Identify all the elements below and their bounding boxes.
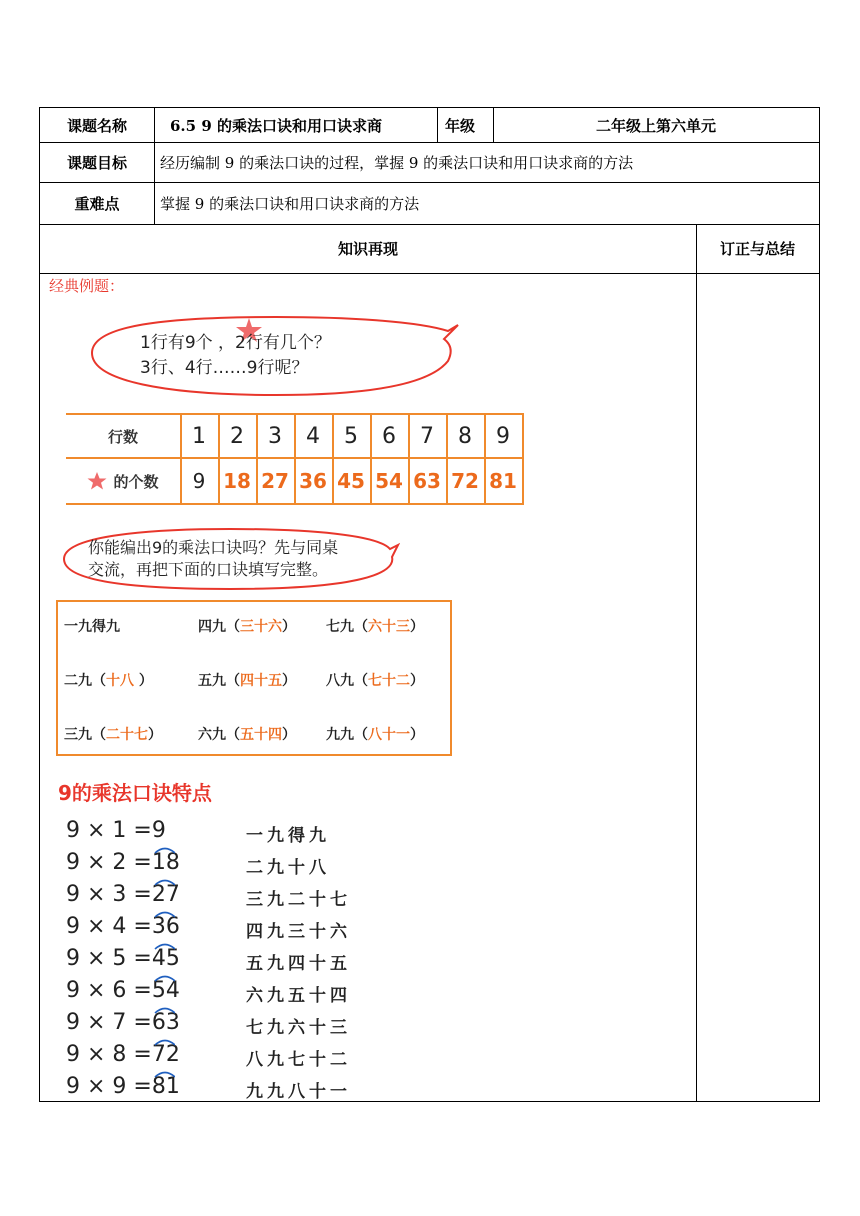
star-count: 36 xyxy=(299,469,327,493)
koujue-line: 一九得九 xyxy=(246,826,330,846)
equation: 9 × 1 =9 xyxy=(66,818,166,843)
koujue-item: 一九得九 xyxy=(64,619,120,635)
bubble-line-2: 3行、4行……9行呢？ xyxy=(140,358,309,378)
koujue-line: 六九五十四 xyxy=(246,986,351,1006)
star-count: 63 xyxy=(413,469,441,493)
equation: 9 × 2 =18 xyxy=(66,850,180,875)
topic-label: 课题名称 xyxy=(66,116,127,135)
equation: 9 × 9 =81 xyxy=(66,1074,180,1099)
correction-heading: 订正与总结 xyxy=(719,240,795,258)
knowledge-content xyxy=(40,273,696,1101)
star-count: 45 xyxy=(337,469,365,493)
star-count: 18 xyxy=(223,469,251,493)
koujue-item: 二九（十八 ） xyxy=(64,673,153,689)
goal-label: 课题目标 xyxy=(66,153,127,172)
arc-mark xyxy=(153,844,175,854)
koujue-item: 七九（六十三） xyxy=(326,619,424,635)
arc-mark xyxy=(153,1004,175,1014)
koujue-line: 二九十八 xyxy=(246,858,330,878)
koujue-item: 六九（五十四） xyxy=(198,727,296,743)
equation: 9 × 4 =36 xyxy=(66,914,180,939)
topic-value: 6.5 9 的乘法口诀和用口诀求商 xyxy=(170,116,382,135)
bubble-line-1: 1行有9个 ，2行有几个？ xyxy=(140,333,331,353)
prompt-line-2: 交流，再把下面的口诀填写完整。 xyxy=(88,560,329,579)
equation: 9 × 6 =54 xyxy=(66,978,180,1003)
koujue-item: 五九（四十五） xyxy=(198,673,296,689)
koujue-line: 七九六十三 xyxy=(246,1018,351,1038)
koujue-line: 九九八十一 xyxy=(246,1082,351,1102)
koujue-line: 五九四十五 xyxy=(246,954,351,974)
rows-header: 行数 xyxy=(107,427,138,446)
koujue-box xyxy=(56,600,452,756)
equation: 9 × 7 =63 xyxy=(66,1010,180,1035)
stars-header: 的个数 xyxy=(66,459,180,503)
row-number: 1 xyxy=(192,423,206,449)
arc-mark xyxy=(153,972,175,982)
star-count: 9 xyxy=(192,469,206,493)
section-head-row xyxy=(40,224,819,274)
key-label: 重难点 xyxy=(74,194,120,213)
goal-value: 经历编制 9 的乘法口诀的过程，掌握 9 的乘法口诀和用口诀求商的方法 xyxy=(160,153,634,172)
arc-mark xyxy=(153,940,175,950)
grade-value: 二年级上第六单元 xyxy=(595,116,716,135)
example-title: 经典例题： xyxy=(49,277,125,295)
row-number: 7 xyxy=(420,423,434,449)
koujue-item: 四九（三十六） xyxy=(198,619,296,635)
equation: 9 × 8 =72 xyxy=(66,1042,180,1067)
arc-mark xyxy=(153,908,175,918)
koujue-line: 四九三十六 xyxy=(246,922,351,942)
rows-stars-table xyxy=(66,413,522,505)
features-title: 9的乘法口诀特点 xyxy=(58,781,212,805)
knowledge-heading: 知识再现 xyxy=(337,240,398,258)
koujue-item: 九九（八十一） xyxy=(326,727,424,743)
row-number: 6 xyxy=(382,423,396,449)
koujue-line: 三九二十七 xyxy=(246,890,351,910)
equation: 9 × 3 =27 xyxy=(66,882,180,907)
grade-label: 年级 xyxy=(445,116,476,135)
row-number: 4 xyxy=(306,423,320,449)
arc-mark xyxy=(153,1036,175,1046)
row-number: 3 xyxy=(268,423,282,449)
row-number: 8 xyxy=(458,423,472,449)
star-icon xyxy=(87,471,107,491)
koujue-line: 八九七十二 xyxy=(246,1050,351,1070)
key-row xyxy=(40,182,819,225)
row-number: 2 xyxy=(230,423,244,449)
lesson-table xyxy=(39,107,820,1102)
arc-mark xyxy=(153,876,175,886)
star-count: 81 xyxy=(489,469,517,493)
goal-row xyxy=(40,142,819,183)
row-number: 9 xyxy=(496,423,510,449)
star-count: 27 xyxy=(261,469,289,493)
star-count: 54 xyxy=(375,469,403,493)
prompt-line-1: 你能编出9的乘法口诀吗？先与同桌 xyxy=(88,538,339,557)
equation: 9 × 5 =45 xyxy=(66,946,180,971)
row-number: 5 xyxy=(344,423,358,449)
koujue-item: 三九（二十七） xyxy=(64,727,162,743)
key-value: 掌握 9 的乘法口诀和用口诀求商的方法 xyxy=(160,194,420,213)
arc-mark xyxy=(153,1068,175,1078)
koujue-item: 八九（七十二） xyxy=(326,673,424,689)
topic-row xyxy=(40,108,819,143)
star-count: 72 xyxy=(451,469,479,493)
